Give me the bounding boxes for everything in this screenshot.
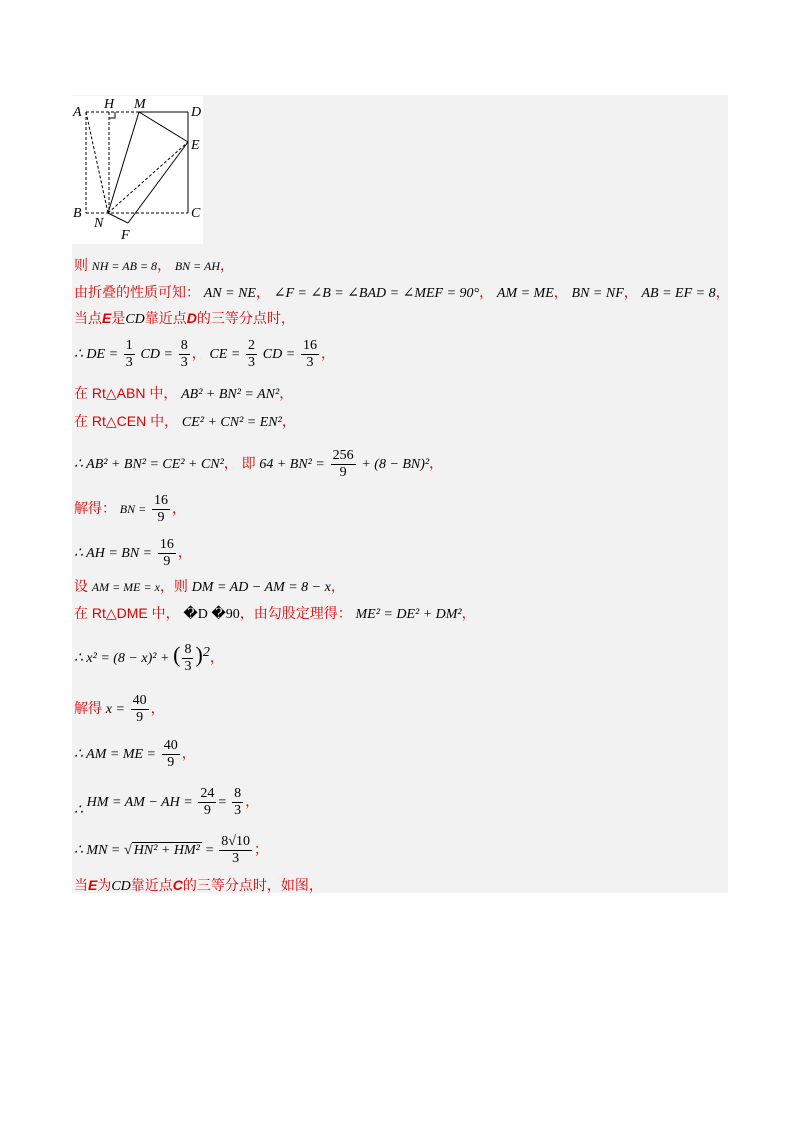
label-f: F: [121, 228, 130, 243]
right-angle-mark: [109, 112, 115, 118]
line-7: ∴ AB² + BN² = CE² + CN²， 即 64 + BN² = $\frac{256}{9}$ + (8 − BN)²，: [74, 448, 444, 480]
line-11: 在 Rt△DME 中， �D �90，由勾股定理得： ME² = DE² + DM²，: [74, 605, 476, 622]
line-15: ∴ HM = AM − AH = $\frac{24}{9}$ = $\frac{8}{3}$ ，: [74, 786, 260, 818]
line-mn: [108, 112, 139, 213]
label-m: M: [134, 97, 146, 112]
fraction: $\frac{2}{3}$: [248, 338, 256, 370]
fraction: $\frac{40}{9}$: [163, 738, 178, 770]
label-b: B: [73, 206, 82, 221]
fraction: $\frac{8}{3}$: [234, 786, 242, 818]
line-5: 在 Rt△ABN 中， AB² + BN² = AN²，: [74, 385, 294, 402]
fraction: $\frac{1}{3}$: [125, 338, 133, 370]
line-9: ∴ AH = BN = $\frac{16}{9}$ ，: [74, 537, 192, 569]
line-13: 解得 x = $\frac{40}{9}$ ，: [74, 693, 165, 725]
line-6: 在 Rt△CEN 中， CE² + CN² = EN²，: [74, 413, 296, 430]
line-8: 解得： BN = $\frac{16}{9}$ ，: [74, 493, 186, 525]
line-ef: [128, 142, 188, 223]
fraction: $\frac{16}{9}$: [153, 493, 168, 525]
line-nf: [108, 213, 128, 223]
label-e: E: [191, 138, 200, 153]
line-10: 设 AM = ME = x，则 DM = AD − AM = 8 − x，: [74, 578, 345, 595]
fraction: $\frac{8}{3}$: [180, 338, 188, 370]
label-h: H: [104, 97, 115, 112]
label-n: N: [94, 216, 104, 231]
fraction: $\frac{16}{9}$: [159, 537, 174, 569]
geometry-figure: [72, 96, 203, 244]
folding-diagram: [72, 96, 203, 244]
label-d: D: [191, 105, 202, 120]
line-17: 当E为CD靠近点C的三等分点时，如图，: [74, 877, 323, 894]
line-16: ∴ MN = √ HN² + HM² = $\frac{8√10}{3}$ ；: [74, 834, 268, 866]
fraction: $\frac{16}{3}$: [302, 338, 317, 370]
label-a: A: [73, 105, 82, 120]
fraction: $\frac{8√10}{3}$: [221, 834, 250, 866]
line-an-dashed: [86, 112, 108, 213]
line-14: ∴ AM = ME = $\frac{40}{9}$ ，: [74, 738, 196, 770]
line-ne-dashed: [108, 142, 188, 213]
fraction: $\frac{256}{9}$: [332, 448, 354, 480]
line-4: ∴ DE = $\frac{1}{3}$ CD = $\frac{8}{3}$ ， CE = $\frac{2}{3}$ CD = $\frac{16}{3}$ ，: [74, 338, 335, 370]
line-2: 由折叠的性质可知： AN = NE， ∠F = ∠B = ∠BAD = ∠MEF = 90°， AM = ME， BN = NF， AB = EF = 8，: [74, 284, 730, 301]
line-3: 当点E是CD靠近点D的三等分点时，: [74, 310, 295, 327]
line-12: ∴ x² = (8 − x)² + ( $\frac{8}{3}$ )$^2$，: [74, 641, 224, 674]
line-me: [139, 112, 188, 142]
fraction: $\frac{24}{9}$: [200, 786, 215, 818]
fraction: $\frac{8}{3}$: [184, 642, 192, 674]
fraction: $\frac{40}{9}$: [132, 693, 147, 725]
line-1: 则 NH = AB = 8， BN = AH，: [74, 257, 235, 273]
label-c: C: [191, 206, 201, 221]
